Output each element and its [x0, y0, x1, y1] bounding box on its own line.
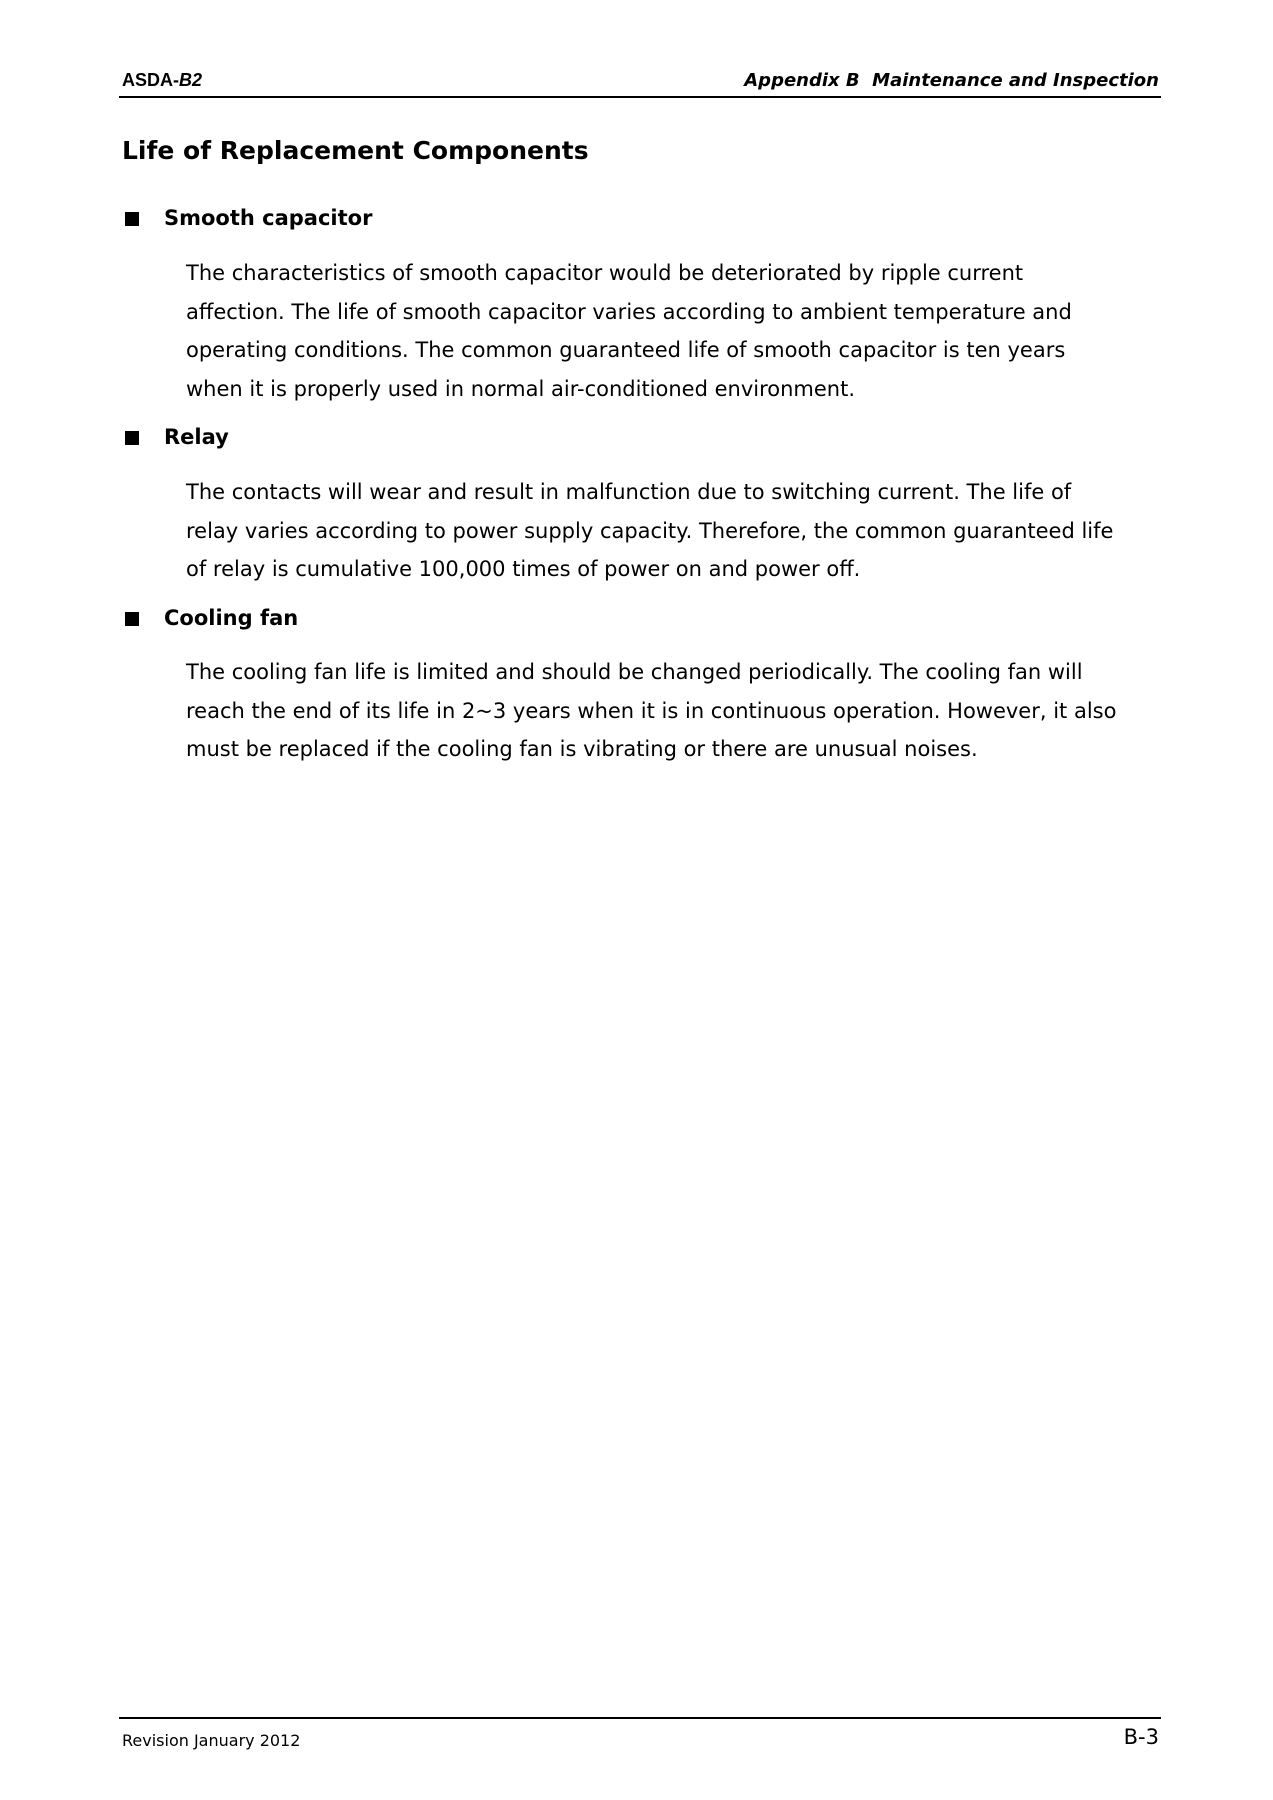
section-title: Cooling fan — [164, 606, 299, 630]
section-heading — [122, 425, 1164, 455]
square-bullet-icon — [125, 212, 139, 226]
body-line: relay varies according to power supply capacity. Therefore, the common guaranteed life — [186, 518, 1114, 543]
body-line: affection. The life of smooth capacitor varies according to ambient temperature and — [186, 299, 1072, 324]
body-line: when it is properly used in normal air-conditioned environment. — [186, 376, 856, 401]
section-title: Smooth capacitor — [164, 206, 373, 230]
body-line: The cooling fan life is limited and should be changed periodically. The cooling fan will — [186, 660, 1083, 684]
section-heading — [122, 606, 1164, 636]
section-body — [186, 653, 1176, 769]
section-heading — [122, 206, 1164, 236]
page-footer — [119, 1717, 1161, 1759]
section-smooth-capacitor — [122, 206, 1164, 401]
page-header — [119, 66, 1161, 98]
section-body — [186, 254, 1176, 408]
header-model: B2 — [179, 70, 203, 90]
section-cooling-fan — [122, 606, 1164, 761]
square-bullet-icon — [125, 612, 139, 626]
body-line: The contacts will wear and result in malfunction due to switching current. The life of — [186, 480, 1072, 504]
page-number: B-3 — [1123, 1725, 1159, 1749]
body-line: The characteristics of smooth capacitor would be deteriorated by ripple current — [186, 261, 1024, 285]
section-body — [186, 473, 1176, 589]
body-line: reach the end of its life in 2~3 years when it is in continuous operation. However, it also — [186, 698, 1117, 723]
square-bullet-icon — [125, 431, 139, 445]
page-title: Life of Replacement Components — [122, 136, 589, 165]
body-line: must be replaced if the cooling fan is vibrating or there are unusual noises. — [186, 737, 978, 761]
section-relay — [122, 425, 1164, 581]
body-line: operating conditions. The common guaranteed life of smooth capacitor is ten years — [186, 338, 1066, 362]
body-line: of relay is cumulative 100,000 times of power on and power off. — [186, 557, 861, 581]
footer-revision: Revision January 2012 — [122, 1731, 301, 1750]
section-title: Relay — [164, 425, 229, 449]
header-product — [122, 70, 202, 91]
header-brand: ASDA- — [122, 70, 179, 90]
header-chapter: Appendix B Maintenance and Inspection — [744, 70, 1159, 91]
